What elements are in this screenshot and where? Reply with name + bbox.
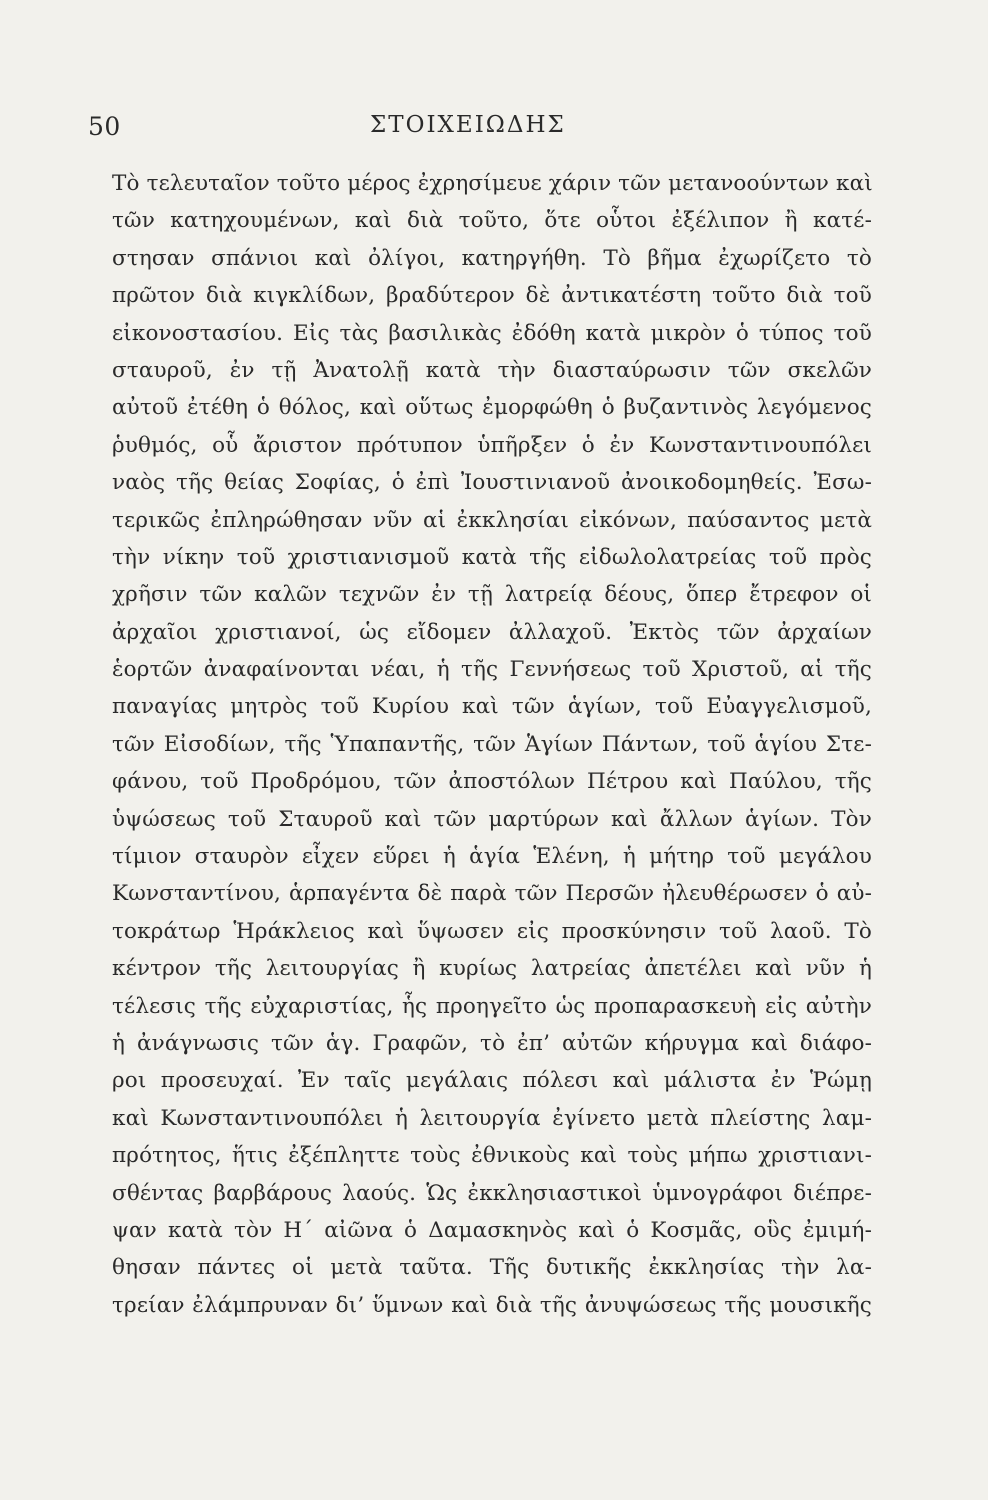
text-line: τίμιον σταυρὸν εἶχεν εὕρει ἡ ἁγία Ἑλένη, ἡ μήτηρ τοῦ μεγάλου xyxy=(112,844,872,870)
running-head xyxy=(88,112,888,142)
text-line: ῥυθμός, οὗ ἄριστον πρότυπον ὑπῆρξεν ὁ ἐν Κωνσταντινουπόλει xyxy=(112,432,872,458)
text-line: στησαν σπάνιοι καὶ ὀλίγοι, κατηργήθη. Τὸ βῆμα ἐχωρίζετο τὸ xyxy=(112,245,872,271)
text-line: ἑορτῶν ἀναφαίνονται νέαι, ἡ τῆς Γεννήσεως τοῦ Χριστοῦ, αἱ τῆς xyxy=(112,657,872,683)
text-line: ἀρχαῖοι χριστιανοί, ὡς εἴδομεν ἀλλαχοῦ. Ἐκτὸς τῶν ἀρχαίων xyxy=(112,619,872,645)
running-title: ΣΤΟΙΧΕΙΩΔΗΣ xyxy=(370,112,566,138)
text-line: ἡ ἀνάγνωσις τῶν ἁγ. Γραφῶν, τὸ ἐπ’ αὐτῶν κήρυγμα καὶ διάφο- xyxy=(112,1030,872,1056)
text-line: Τὸ τελευταῖον τοῦτο μέρος ἐχρησίμευε χάριν τῶν μετανοούντων καὶ xyxy=(112,171,873,196)
text-line: πρῶτον διὰ κιγκλίδων, βραδύτερον δὲ ἀντικατέστη τοῦτο διὰ τοῦ xyxy=(112,283,872,309)
text-line: κέντρον τῆς λειτουργίας ἢ κυρίως λατρείας ἀπετέλει καὶ νῦν ἡ xyxy=(112,956,872,982)
page-number: 50 xyxy=(88,112,121,141)
text-line: θησαν πάντες οἱ μετὰ ταῦτα. Τῆς δυτικῆς ἐκκλησίας τὴν λα- xyxy=(112,1255,872,1281)
text-line: καὶ Κωνσταντινουπόλει ἡ λειτουργία ἐγίνετο μετὰ πλείστης λαμ- xyxy=(112,1105,872,1131)
text-line: τῶν Εἰσοδίων, τῆς Ὑπαπαντῆς, τῶν Ἁγίων Πάντων, τοῦ ἁγίου Στε- xyxy=(112,731,872,757)
text-line: φάνου, τοῦ Προδρόμου, τῶν ἀποστόλων Πέτρου καὶ Παύλου, τῆς xyxy=(112,769,872,795)
text-line: αὐτοῦ ἐτέθη ὁ θόλος, καὶ οὕτως ἐμορφώθη ὁ βυζαντινὸς λεγόμενος xyxy=(112,395,872,421)
text-line: τῶν κατηχουμένων, καὶ διὰ τοῦτο, ὅτε οὗτοι ἐξέλιπον ἢ κατέ- xyxy=(112,208,872,234)
text-line: χρῆσιν τῶν καλῶν τεχνῶν ἐν τῇ λατρείᾳ δέους, ὅπερ ἔτρεφον οἱ xyxy=(112,582,872,608)
text-line: ὑψώσεως τοῦ Σταυροῦ καὶ τῶν μαρτύρων καὶ ἄλλων ἁγίων. Τὸν xyxy=(112,806,872,832)
text-line: τρείαν ἐλάμπρυναν δι’ ὕμνων καὶ διὰ τῆς ἀνυψώσεως τῆς μουσικῆς xyxy=(112,1292,872,1318)
text-line: τέλεσις τῆς εὐχαριστίας, ἧς προηγεῖτο ὡς προπαρασκευὴ εἰς αὐτὴν xyxy=(112,993,872,1019)
text-line: παναγίας μητρὸς τοῦ Κυρίου καὶ τῶν ἁγίων, τοῦ Εὐαγγελισμοῦ, xyxy=(112,694,872,720)
text-line: εἰκονοστασίου. Εἰς τὰς βασιλικὰς ἐδόθη κατὰ μικρὸν ὁ τύπος τοῦ xyxy=(112,320,872,346)
text-line: σταυροῦ, ἐν τῇ Ἀνατολῇ κατὰ τὴν διασταύρωσιν τῶν σκελῶν xyxy=(112,357,872,383)
text-line: ροι προσευχαί. Ἐν ταῖς μεγάλαις πόλεσι καὶ μάλιστα ἐν Ῥώμῃ xyxy=(112,1068,872,1094)
text-line: τοκράτωρ Ἡράκλειος καὶ ὕψωσεν εἰς προσκύνησιν τοῦ λαοῦ. Τὸ xyxy=(112,918,872,944)
text-line: πρότητος, ἥτις ἐξέπληττε τοὺς ἐθνικοὺς καὶ τοὺς μήπω χριστιανι- xyxy=(112,1143,872,1169)
text-line: σθέντας βαρβάρους λαούς. Ὡς ἐκκλησιαστικοὶ ὑμνογράφοι διέπρε- xyxy=(112,1180,872,1206)
text-line: τερικῶς ἐπληρώθησαν νῦν αἱ ἐκκλησίαι εἰκόνων, παύσαντος μετὰ xyxy=(112,507,872,533)
text-line: τὴν νίκην τοῦ χριστιανισμοῦ κατὰ τῆς εἰδωλολατρείας τοῦ πρὸς xyxy=(112,544,872,570)
text-line: ναὸς τῆς θείας Σοφίας, ὁ ἐπὶ Ἰουστινιανοῦ ἀνοικοδομηθείς. Ἐσω- xyxy=(112,470,872,496)
text-line: ψαν κατὰ τὸν Η΄ αἰῶνα ὁ Δαμασκηνὸς καὶ ὁ Κοσμᾶς, οὓς ἐμιμή- xyxy=(112,1217,872,1243)
text-line: Κωνσταντίνου, ἁρπαγέντα δὲ παρὰ τῶν Περσῶν ἠλευθέρωσεν ὁ αὐ- xyxy=(112,881,872,907)
body-text xyxy=(112,165,872,1324)
